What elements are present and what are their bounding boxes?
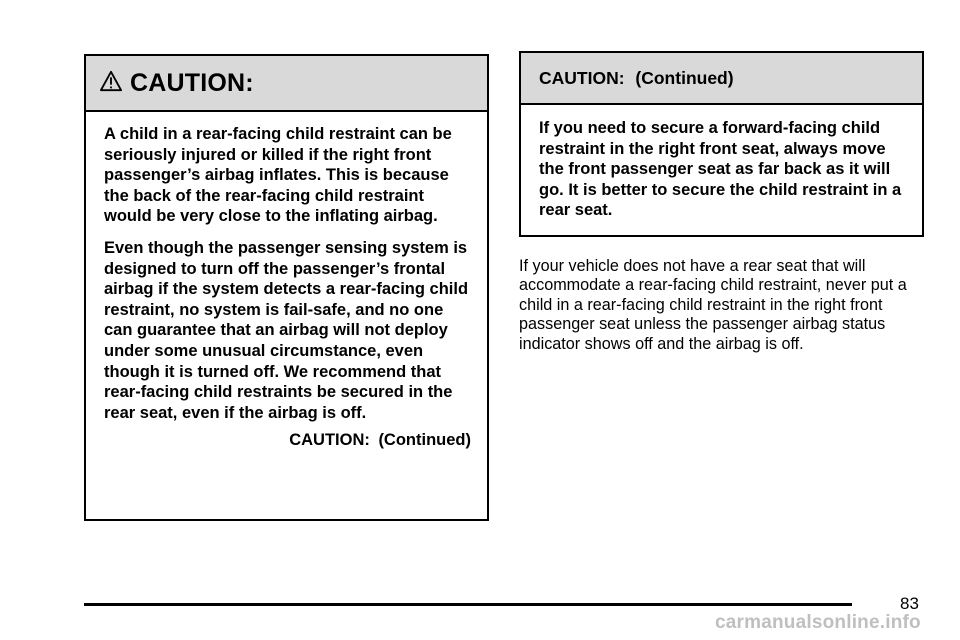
watermark-text: carmanualsonline.info (715, 612, 921, 633)
caution-right-paragraph: If you need to secure a forward-facing child restraint in the right front seat, always move the front passenger seat as far back as it will go. It is better to secure the child restraint in a rear seat. (539, 119, 902, 220)
caution-box-right (519, 51, 924, 237)
footer-rule (84, 603, 852, 606)
caution-continued-label: CAUTION: (Continued) (289, 431, 471, 450)
page-number: 83 (900, 594, 919, 613)
caution-paragraph-1: A child in a rear-facing child restraint can be seriously injured or killed if the right front passenger’s airbag inflates. This is because the back of the rear-facing child restraint would be very close to the inflating airbag. (104, 125, 452, 226)
body-paragraph: If your vehicle does not have a rear seat that will accommodate a rear-facing child restraint, never put a child in a rear-facing child restraint in the right front passenger seat unless the passenger airbag status indicator shows off and the airbag is off. (519, 257, 907, 353)
caution-header (86, 56, 487, 112)
caution-box-left (84, 54, 489, 521)
caution-title: CAUTION: (130, 68, 254, 97)
caution-continued-header (521, 53, 922, 105)
caution-paragraph-2: Even though the passenger sensing system is designed to turn off the passenger’s frontal airbag if the system detects a rear-facing child restraint, no system is fail-safe, and no one can guarantee that an airbag will not deploy under some unusual circumstance, even though it is turned off. We recommend that rear-facing child restraints be secured in the rear seat, even if the airbag is off. (104, 238, 469, 422)
warning-triangle-icon (100, 70, 122, 92)
caution-continued-title: CAUTION: (Continued) (539, 67, 734, 88)
